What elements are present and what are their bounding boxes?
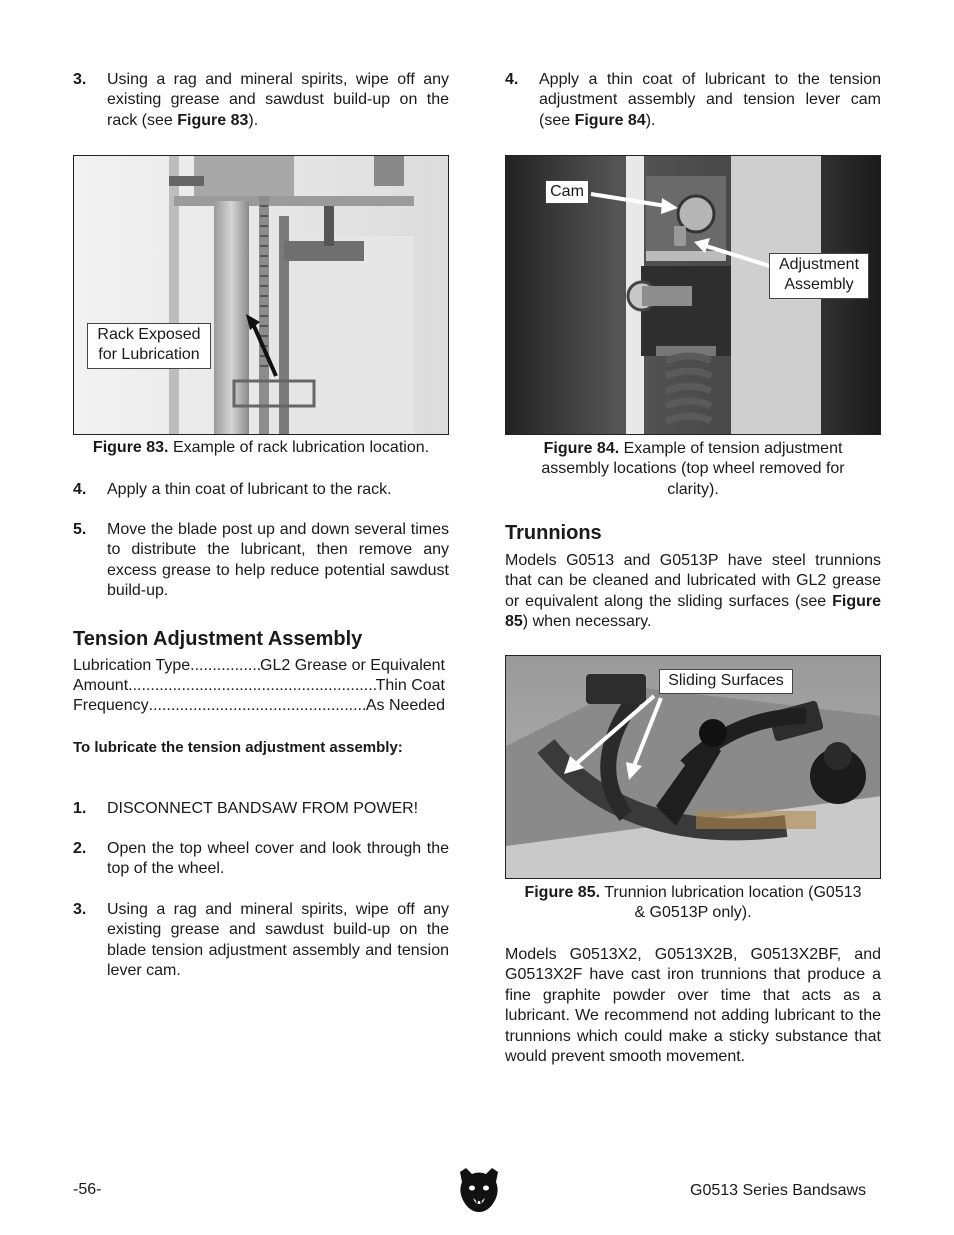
manual-title: G0513 Series Bandsaws xyxy=(690,1182,867,1199)
step-4-tension xyxy=(505,70,881,131)
section-heading-tension: Tension Adjustment Assembly xyxy=(73,628,363,650)
step-number: 5. xyxy=(73,521,87,538)
step-number: 1. xyxy=(73,800,87,817)
step-text: Using a rag and mineral spirits, wipe off any existing grease and sawdust build-up on the rack (see Figure 83). xyxy=(107,71,449,129)
callout-adjustment-assembly: Adjustment Assembly xyxy=(769,253,869,299)
step-3-rack xyxy=(73,70,449,131)
trunnions-paragraph: Models G0513 and G0513P have steel trunnions that can be cleaned and lubricated with GL2 grease or equivalent along the sliding surfaces (see Figure 85) when necessary. xyxy=(505,552,881,631)
spec-row-lubrication-type: Lubrication Type ..... GL2 Grease or Equivalent xyxy=(73,656,445,676)
step-text: Using a rag and mineral spirits, wipe off any existing grease and sawdust build-up on the blade tension adjustment assembly and tension lever cam. xyxy=(107,901,449,980)
step-number: 4. xyxy=(73,481,87,498)
step-text: Apply a thin coat of lubricant to the rack. xyxy=(107,481,392,498)
substep-2 xyxy=(73,839,449,880)
spec-row-frequency: Frequency ..... As Needed xyxy=(73,696,445,716)
figure-85-caption: Figure 85. Trunnion lubrication location (G0513 & G0513P only). xyxy=(524,884,862,922)
spec-row-amount: Amount ..... Thin Coat xyxy=(73,676,445,696)
figure-84-caption: Figure 84. Example of tension adjustment assembly locations (top wheel removed for clarity). xyxy=(541,440,845,498)
substep-3 xyxy=(73,900,449,982)
figure-83-caption: Figure 83. Example of rack lubrication location. xyxy=(92,439,430,456)
step-text: DISCONNECT BANDSAW FROM POWER! xyxy=(107,800,419,817)
step-text: Apply a thin coat of lubricant to the tension adjustment assembly and tension lever cam (see Figure 84). xyxy=(539,71,881,129)
callout-cam: Cam xyxy=(545,180,589,204)
step-text: Move the blade post up and down several times to distribute the lubricant, then remove any excess grease to help reduce potential sawdust build-up. xyxy=(107,521,449,600)
step-number: 4. xyxy=(505,71,519,88)
to-lubricate-intro: To lubricate the tension adjustment assembly: xyxy=(73,739,403,756)
step-number: 2. xyxy=(73,840,87,857)
callout-rack-exposed: Rack Exposed for Lubrication xyxy=(87,323,211,369)
callout-sliding-surfaces: Sliding Surfaces xyxy=(659,669,793,694)
step-number: 3. xyxy=(73,71,87,88)
section-heading-trunnions: Trunnions xyxy=(505,522,602,544)
figure-83-photo xyxy=(73,155,449,435)
cast-iron-paragraph: Models G0513X2, G0513X2B, G0513X2BF, and G0513X2F have cast iron trunnions that produce a fine graphite powder over time that acts as a lubricant. We recommend not adding lubricant to the trunnions which could make a sticky substance that would prevent smooth movement. xyxy=(505,946,881,1066)
page-number: -56- xyxy=(73,1181,102,1198)
step-text: Open the top wheel cover and look through the top of the wheel. xyxy=(107,840,449,878)
step-4-rack xyxy=(73,480,449,500)
bear-head-logo-icon xyxy=(456,1166,502,1214)
substep-1 xyxy=(73,799,449,819)
step-5-rack xyxy=(73,520,449,602)
step-number: 3. xyxy=(73,901,87,918)
